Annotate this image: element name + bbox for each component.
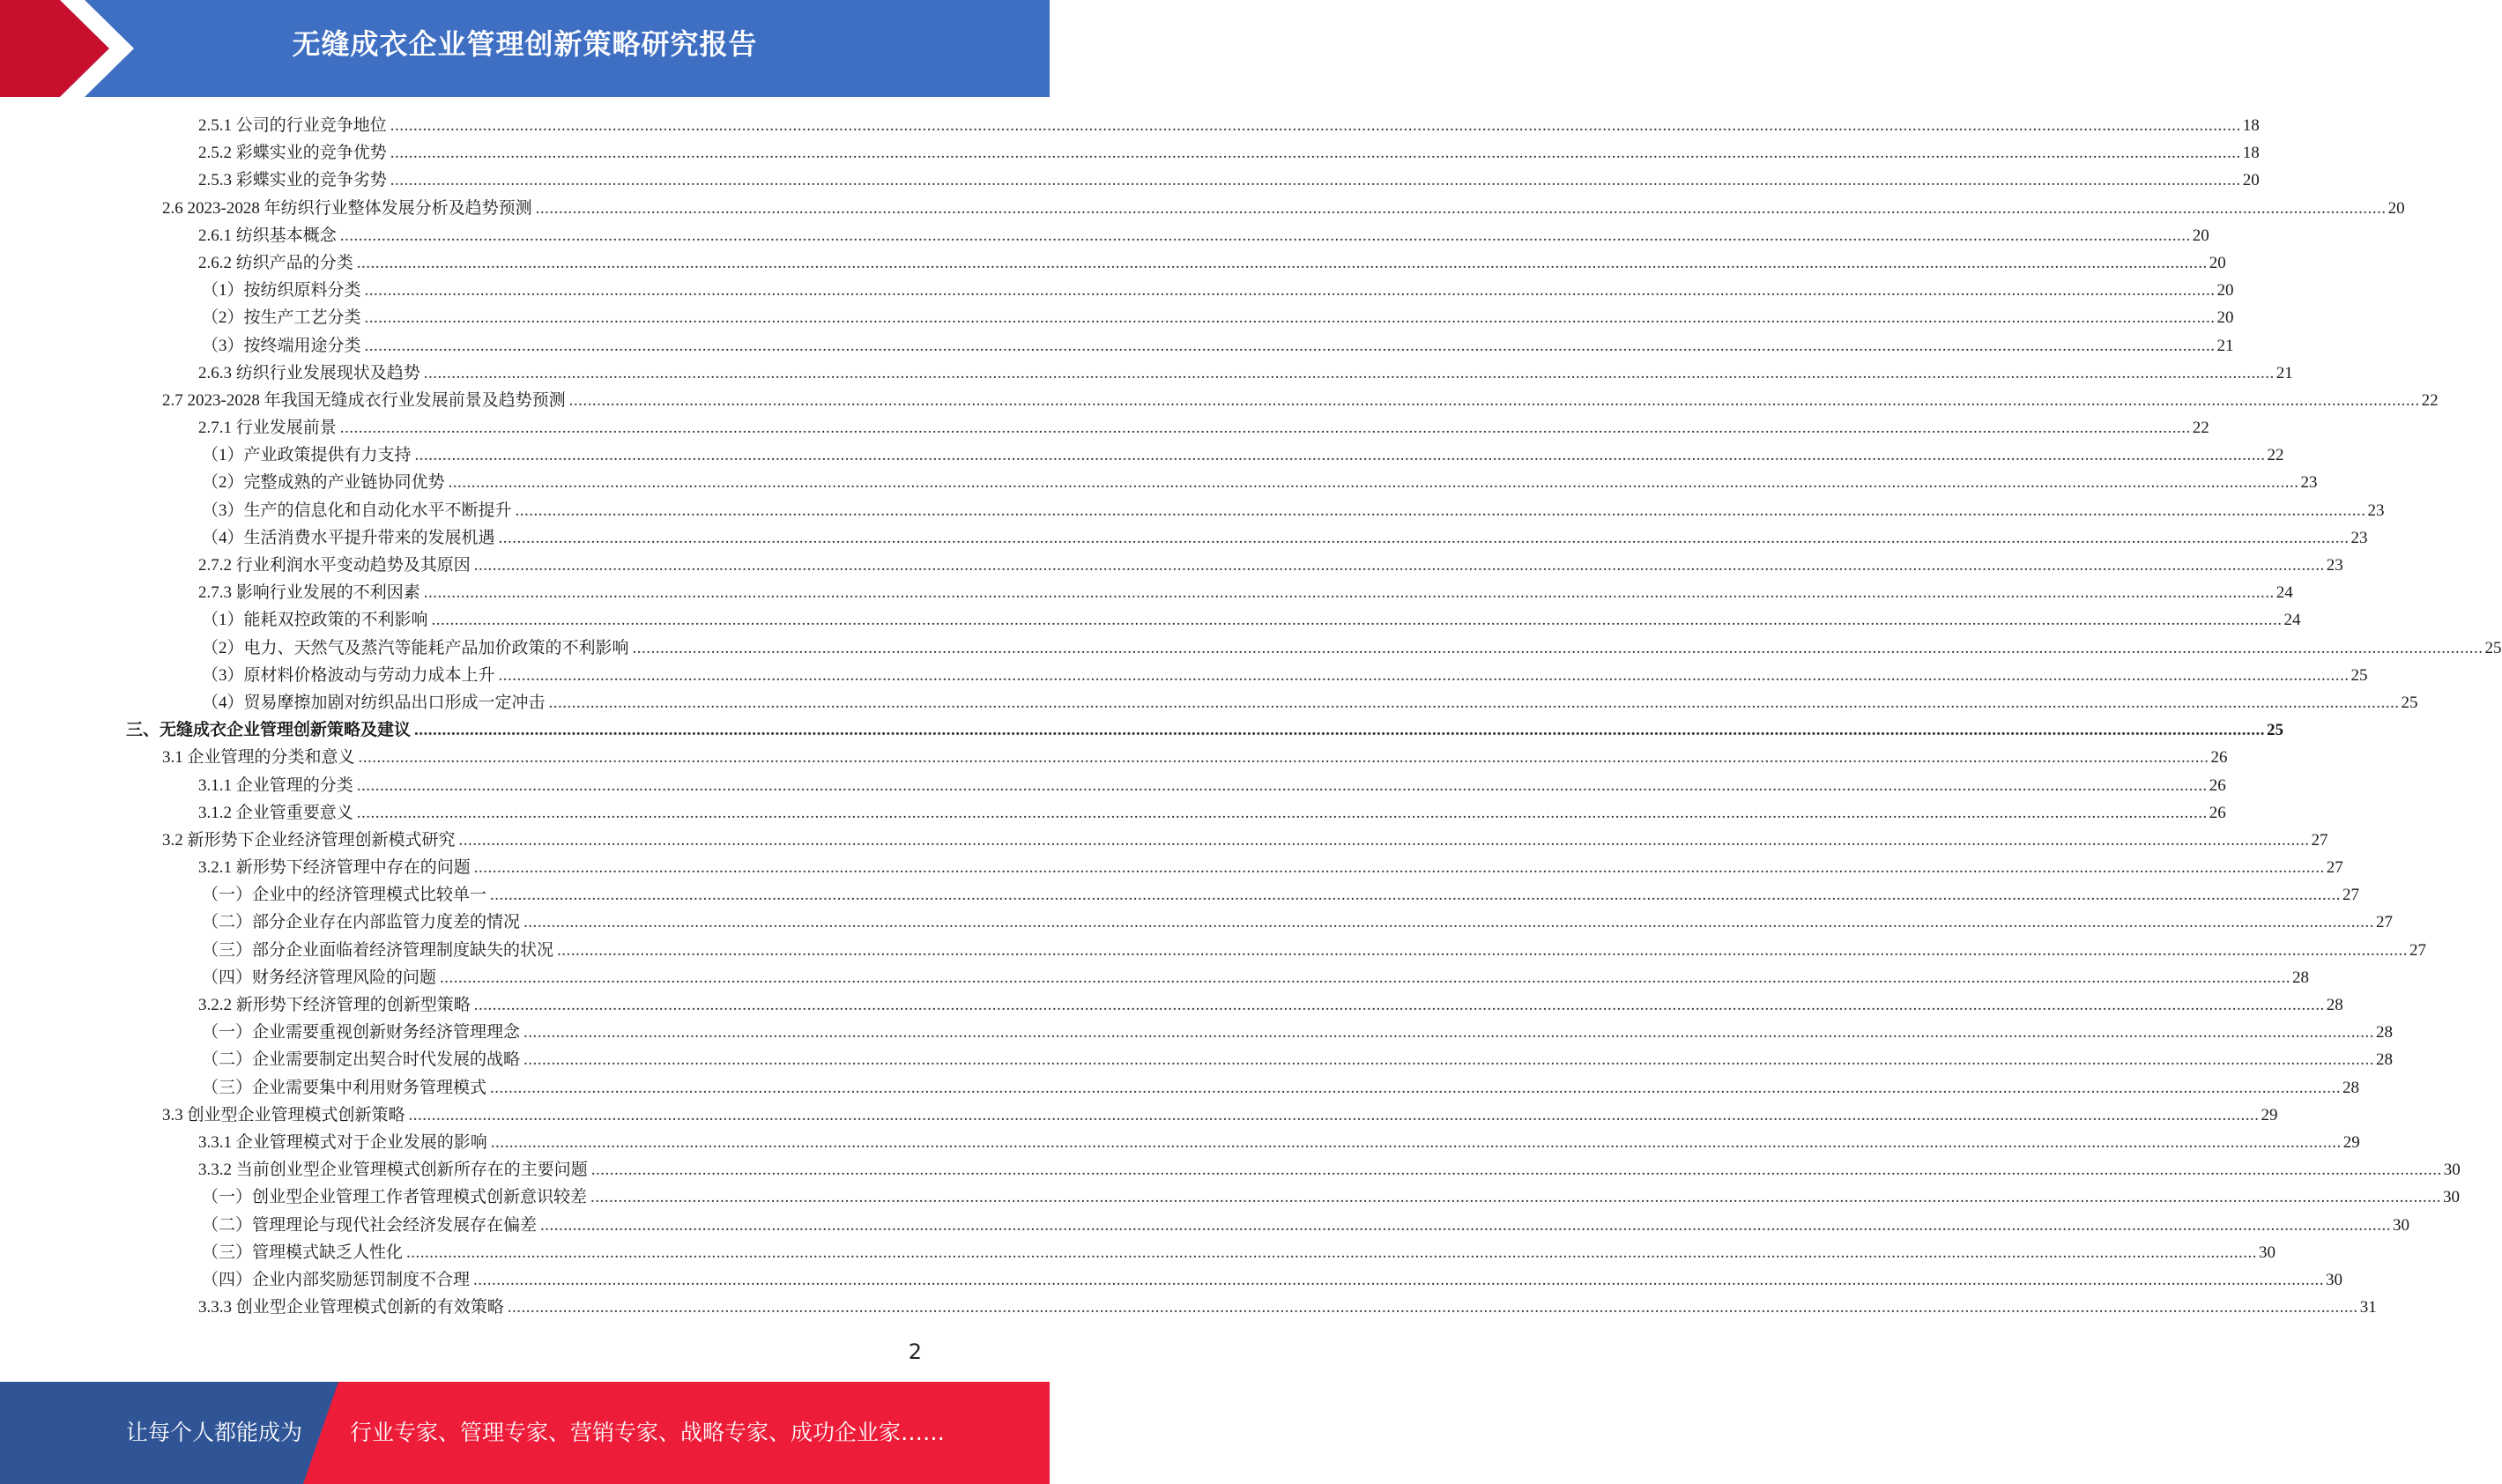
toc-entry-title: 3.1 企业管理的分类和意义 <box>162 748 355 768</box>
toc-entry-title: （2）电力、天然气及蒸汽等能耗产品加价政策的不利影响 <box>202 638 629 657</box>
toc-entry-title: 2.7.1 行业发展前景 <box>198 419 337 438</box>
toc-entry[interactable] <box>0 167 2260 194</box>
page-number: 2 <box>908 1339 922 1364</box>
toc-entry[interactable] <box>0 195 2405 222</box>
toc-leader-dots: ................................................................................................................................................................................................................................................................................................................................................................................................................ <box>590 1188 2442 1207</box>
header-banner <box>0 0 1050 97</box>
toc-entry[interactable] <box>0 1129 2360 1156</box>
toc-entry-title: 2.6.3 纺织行业发展现状及趋势 <box>198 363 420 382</box>
toc-leader-dots: ................................................................................................................................................................................................................................................................................................................................................................................................................ <box>414 721 2266 740</box>
toc-entry-title: 2.5.2 彩蝶实业的竞争优势 <box>198 144 387 163</box>
toc-leader-dots: ................................................................................................................................................................................................................................................................................................................................................................................................................ <box>498 528 2350 547</box>
toc-leader-dots: ................................................................................................................................................................................................................................................................................................................................................................................................................ <box>448 473 2299 493</box>
toc-leader-dots: ................................................................................................................................................................................................................................................................................................................................................................................................................ <box>364 308 2216 328</box>
toc-entry-page: 27 <box>2311 830 2328 850</box>
toc-entry-page: 25 <box>2484 638 2502 657</box>
toc-entry[interactable] <box>0 579 2293 606</box>
toc-entry-title: 2.6.1 纺织基本概念 <box>198 226 337 245</box>
toc-entry-page: 30 <box>2259 1243 2276 1262</box>
toc-entry[interactable] <box>0 112 2260 139</box>
toc-entry[interactable] <box>0 1266 2343 1294</box>
toc-entry-page: 31 <box>2359 1298 2377 1317</box>
toc-entry-title: （四）企业内部奖励惩罚制度不合理 <box>202 1270 471 1289</box>
toc-entry-page: 27 <box>2409 940 2427 960</box>
toc-entry-page: 18 <box>2242 144 2260 163</box>
toc-entry[interactable] <box>0 1294 2377 1321</box>
toc-entry-title: （2）按生产工艺分类 <box>202 308 361 328</box>
toc-leader-dots: ................................................................................................................................................................................................................................................................................................................................................................................................................ <box>632 638 2483 657</box>
toc-entry-title: （1）按纺织原料分类 <box>202 281 361 301</box>
toc-entry-title: （二）部分企业存在内部监管力度差的情况 <box>202 913 521 932</box>
toc-entry[interactable] <box>0 360 2293 387</box>
toc-entry[interactable] <box>0 497 2385 524</box>
toc-leader-dots: ................................................................................................................................................................................................................................................................................................................................................................................................................ <box>490 886 2342 905</box>
toc-entry-page: 29 <box>2342 1132 2360 1152</box>
toc-entry-page: 26 <box>2209 803 2226 822</box>
toc-entry-page: 28 <box>2376 1023 2394 1043</box>
toc-entry-title: 三、无缝成衣企业管理创新策略及建议 <box>126 721 412 740</box>
toc-entry[interactable] <box>0 304 2234 331</box>
toc-entry-title: 2.7.3 影响行业发展的不利因素 <box>198 583 420 603</box>
table-of-contents <box>0 112 2502 1321</box>
toc-entry[interactable] <box>0 827 2328 854</box>
toc-leader-dots: ................................................................................................................................................................................................................................................................................................................................................................................................................ <box>540 1215 2392 1235</box>
toc-entry-page: 23 <box>2350 528 2368 547</box>
footer-banner <box>0 1382 1050 1484</box>
toc-entry[interactable] <box>0 1212 2410 1239</box>
toc-entry-page: 30 <box>2443 1188 2461 1207</box>
toc-leader-dots: ................................................................................................................................................................................................................................................................................................................................................................................................................ <box>339 226 2191 245</box>
toc-entry-title: （3）生产的信息化和自动化水平不断提升 <box>202 501 512 520</box>
toc-leader-dots: ................................................................................................................................................................................................................................................................................................................................................................................................................ <box>414 446 2266 465</box>
toc-leader-dots: ................................................................................................................................................................................................................................................................................................................................................................................................................ <box>473 858 2325 878</box>
toc-entry-page: 25 <box>2401 693 2418 712</box>
toc-entry-title: 3.3.1 企业管理模式对于企业发展的影响 <box>198 1132 487 1152</box>
toc-entry-page: 22 <box>2421 390 2439 410</box>
toc-entry-title: （三）部分企业面临着经济管理制度缺失的状况 <box>202 940 554 960</box>
toc-entry-page: 28 <box>2292 968 2310 987</box>
toc-entry-page: 23 <box>2300 473 2318 493</box>
toc-entry-page: 20 <box>2209 253 2226 272</box>
toc-entry[interactable] <box>0 1046 2394 1073</box>
toc-entry-title: （3）按终端用途分类 <box>202 336 361 355</box>
toc-entry-page: 22 <box>2267 446 2284 465</box>
toc-leader-dots: ................................................................................................................................................................................................................................................................................................................................................................................................................ <box>406 1243 2258 1262</box>
toc-leader-dots: ................................................................................................................................................................................................................................................................................................................................................................................................................ <box>507 1298 2358 1317</box>
toc-entry-title: （1）能耗双控政策的不利影响 <box>202 611 428 630</box>
toc-entry-title: （一）企业中的经济管理模式比较单一 <box>202 886 487 905</box>
toc-entry[interactable] <box>0 662 2368 689</box>
toc-entry[interactable] <box>0 689 2418 716</box>
toc-entry-page: 20 <box>2242 171 2260 190</box>
toc-entry[interactable] <box>0 1183 2461 1211</box>
toc-entry[interactable] <box>0 991 2343 1019</box>
toc-entry-page: 21 <box>2276 363 2293 382</box>
toc-entry-page: 20 <box>2216 308 2234 328</box>
toc-entry[interactable] <box>0 1102 2278 1129</box>
toc-entry-page: 28 <box>2326 996 2343 1014</box>
toc-entry-title: （1）产业政策提供有力支持 <box>202 446 412 465</box>
toc-entry-page: 27 <box>2342 886 2360 905</box>
toc-entry[interactable] <box>0 937 2427 964</box>
toc-leader-dots: ................................................................................................................................................................................................................................................................................................................................................................................................................ <box>523 1023 2375 1043</box>
toc-leader-dots: ................................................................................................................................................................................................................................................................................................................................................................................................................ <box>490 1132 2342 1152</box>
toc-entry[interactable] <box>0 1019 2394 1046</box>
toc-entry[interactable] <box>0 1239 2276 1266</box>
footer-slogan-right: 行业专家、管理专家、营销专家、战略专家、成功企业家…… <box>350 1420 946 1445</box>
toc-leader-dots: ................................................................................................................................................................................................................................................................................................................................................................................................................ <box>523 1050 2375 1070</box>
toc-entry[interactable] <box>0 139 2260 167</box>
toc-entry-page: 24 <box>2276 583 2293 603</box>
toc-entry[interactable] <box>0 881 2360 909</box>
toc-entry-title: 2.7 2023-2028 年我国无缝成衣行业发展前景及趋势预测 <box>162 390 566 410</box>
toc-entry-title: 3.1.1 企业管理的分类 <box>198 775 353 795</box>
toc-entry-title: （二）管理理论与现代社会经济发展存在偏差 <box>202 1215 538 1235</box>
toc-entry-title: （一）创业型企业管理工作者管理模式创新意识较差 <box>202 1188 588 1207</box>
toc-entry[interactable] <box>0 799 2226 827</box>
toc-entry-title: 3.3.2 当前创业型企业管理模式创新所存在的主要问题 <box>198 1161 588 1180</box>
toc-entry[interactable] <box>0 606 2301 634</box>
toc-entry-page: 30 <box>2393 1215 2410 1235</box>
toc-leader-dots: ................................................................................................................................................................................................................................................................................................................................................................................................................ <box>568 390 2420 410</box>
toc-entry-page: 18 <box>2242 116 2260 135</box>
toc-leader-dots: ................................................................................................................................................................................................................................................................................................................................................................................................................ <box>364 336 2216 355</box>
toc-leader-dots: ................................................................................................................................................................................................................................................................................................................................................................................................................ <box>458 830 2310 850</box>
toc-leader-dots: ................................................................................................................................................................................................................................................................................................................................................................................................................ <box>356 253 2208 272</box>
toc-entry-title: 2.6.2 纺织产品的分类 <box>198 253 353 272</box>
toc-entry-page: 30 <box>2443 1161 2461 1180</box>
toc-entry-title: 3.2 新形势下企业经济管理创新模式研究 <box>162 830 456 850</box>
toc-leader-dots: ................................................................................................................................................................................................................................................................................................................................................................................................................ <box>498 665 2350 685</box>
toc-entry-title: （四）财务经济管理风险的问题 <box>202 968 437 987</box>
toc-entry-page: 23 <box>2367 501 2385 520</box>
toc-entry-page: 29 <box>2261 1105 2278 1124</box>
toc-entry-page: 23 <box>2326 556 2343 575</box>
toc-entry[interactable] <box>0 854 2343 881</box>
toc-entry-title: 2.5.1 公司的行业竞争地位 <box>198 116 387 135</box>
toc-entry-page: 28 <box>2376 1050 2394 1070</box>
toc-entry-page: 30 <box>2326 1270 2343 1289</box>
toc-entry[interactable] <box>0 249 2226 277</box>
toc-entry-page: 26 <box>2209 775 2226 795</box>
toc-entry-title: 2.5.3 彩蝶实业的竞争劣势 <box>198 171 387 190</box>
toc-entry-page: 27 <box>2326 858 2343 878</box>
toc-entry-page: 20 <box>2192 226 2209 245</box>
toc-entry[interactable] <box>0 772 2226 799</box>
toc-leader-dots: ................................................................................................................................................................................................................................................................................................................................................................................................................ <box>473 1270 2325 1289</box>
toc-entry-title: 2.7.2 行业利润水平变动趋势及其原因 <box>198 556 471 575</box>
toc-entry-title: （三）企业需要集中利用财务管理模式 <box>202 1078 487 1097</box>
toc-entry[interactable] <box>0 414 2209 441</box>
toc-leader-dots: ................................................................................................................................................................................................................................................................................................................................................................................................................ <box>557 940 2409 960</box>
toc-entry-page: 25 <box>2267 721 2284 740</box>
toc-entry-page: 22 <box>2192 419 2209 438</box>
toc-entry[interactable] <box>0 469 2318 496</box>
toc-leader-dots: ................................................................................................................................................................................................................................................................................................................................................................................................................ <box>390 171 2241 190</box>
toc-leader-dots: ................................................................................................................................................................................................................................................................................................................................................................................................................ <box>473 556 2325 575</box>
toc-leader-dots: ................................................................................................................................................................................................................................................................................................................................................................................................................ <box>356 775 2208 795</box>
toc-entry-title: 3.1.2 企业管重要意义 <box>198 803 353 822</box>
toc-leader-dots: ................................................................................................................................................................................................................................................................................................................................................................................................................ <box>356 803 2208 822</box>
toc-entry[interactable] <box>0 634 2502 662</box>
toc-entry-page: 28 <box>2342 1078 2360 1097</box>
toc-entry-title: （4）生活消费水平提升带来的发展机遇 <box>202 528 495 547</box>
toc-leader-dots: ................................................................................................................................................................................................................................................................................................................................................................................................................ <box>440 968 2291 987</box>
toc-entry-title: 2.6 2023-2028 年纺织行业整体发展分析及趋势预测 <box>162 198 532 218</box>
toc-entry-title: （一）企业需要重视创新财务经济管理理念 <box>202 1023 521 1043</box>
toc-entry[interactable] <box>0 277 2234 304</box>
toc-entry-page: 27 <box>2376 913 2394 932</box>
toc-entry[interactable] <box>0 964 2310 991</box>
toc-leader-dots: ................................................................................................................................................................................................................................................................................................................................................................................................................ <box>423 583 2275 603</box>
toc-entry-title: 3.2.1 新形势下经济管理中存在的问题 <box>198 858 471 878</box>
toc-entry-page: 21 <box>2216 336 2234 355</box>
toc-entry-title: （3）原材料价格波动与劳动力成本上升 <box>202 665 495 685</box>
toc-entry[interactable] <box>0 909 2394 936</box>
toc-leader-dots: ................................................................................................................................................................................................................................................................................................................................................................................................................ <box>431 611 2283 630</box>
toc-leader-dots: ................................................................................................................................................................................................................................................................................................................................................................................................................ <box>390 116 2241 135</box>
toc-entry-title: （2）完整成熟的产业链协同优势 <box>202 473 445 493</box>
toc-leader-dots: ................................................................................................................................................................................................................................................................................................................................................................................................................ <box>548 693 2400 712</box>
toc-leader-dots: ................................................................................................................................................................................................................................................................................................................................................................................................................ <box>358 748 2209 768</box>
toc-leader-dots: ................................................................................................................................................................................................................................................................................................................................................................................................................ <box>423 363 2275 382</box>
toc-entry-title: （三）管理模式缺乏人性化 <box>202 1243 404 1262</box>
toc-entry-title: 3.3.3 创业型企业管理模式创新的有效策略 <box>198 1298 504 1317</box>
toc-entry[interactable] <box>0 387 2439 414</box>
toc-entry-page: 25 <box>2350 665 2368 685</box>
toc-entry[interactable] <box>0 744 2228 771</box>
toc-entry-title: 3.2.2 新形势下经济管理的创新型策略 <box>198 996 471 1014</box>
toc-entry[interactable] <box>0 441 2284 469</box>
toc-entry-page: 24 <box>2283 611 2301 630</box>
toc-entry[interactable] <box>0 552 2343 579</box>
toc-leader-dots: ................................................................................................................................................................................................................................................................................................................................................................................................................ <box>515 501 2366 520</box>
toc-entry[interactable] <box>0 716 2284 744</box>
toc-entry[interactable] <box>0 1156 2461 1183</box>
footer-slogan-left: 让每个人都能成为 <box>126 1420 303 1445</box>
toc-leader-dots: ................................................................................................................................................................................................................................................................................................................................................................................................................ <box>473 996 2325 1014</box>
toc-entry-title: （二）企业需要制定出契合时代发展的战略 <box>202 1050 521 1070</box>
toc-leader-dots: ................................................................................................................................................................................................................................................................................................................................................................................................................ <box>535 198 2387 218</box>
toc-entry[interactable] <box>0 222 2209 249</box>
toc-entry-page: 20 <box>2216 281 2234 301</box>
toc-leader-dots: ................................................................................................................................................................................................................................................................................................................................................................................................................ <box>590 1161 2442 1180</box>
toc-entry[interactable] <box>0 332 2234 360</box>
toc-entry-page: 20 <box>2387 198 2405 218</box>
toc-leader-dots: ................................................................................................................................................................................................................................................................................................................................................................................................................ <box>523 913 2375 932</box>
toc-entry-title: 3.3 创业型企业管理模式创新策略 <box>162 1105 405 1124</box>
toc-entry[interactable] <box>0 1074 2360 1102</box>
toc-leader-dots: ................................................................................................................................................................................................................................................................................................................................................................................................................ <box>390 144 2241 163</box>
toc-entry-title: （4）贸易摩擦加剧对纺织品出口形成一定冲击 <box>202 693 546 712</box>
toc-leader-dots: ................................................................................................................................................................................................................................................................................................................................................................................................................ <box>339 419 2191 438</box>
toc-leader-dots: ................................................................................................................................................................................................................................................................................................................................................................................................................ <box>490 1078 2342 1097</box>
toc-leader-dots: ................................................................................................................................................................................................................................................................................................................................................................................................................ <box>364 281 2216 301</box>
toc-leader-dots: ................................................................................................................................................................................................................................................................................................................................................................................................................ <box>408 1105 2260 1124</box>
toc-entry-page: 26 <box>2210 748 2228 768</box>
toc-entry[interactable] <box>0 524 2368 552</box>
report-title: 无缝成衣企业管理创新策略研究报告 <box>292 27 758 61</box>
